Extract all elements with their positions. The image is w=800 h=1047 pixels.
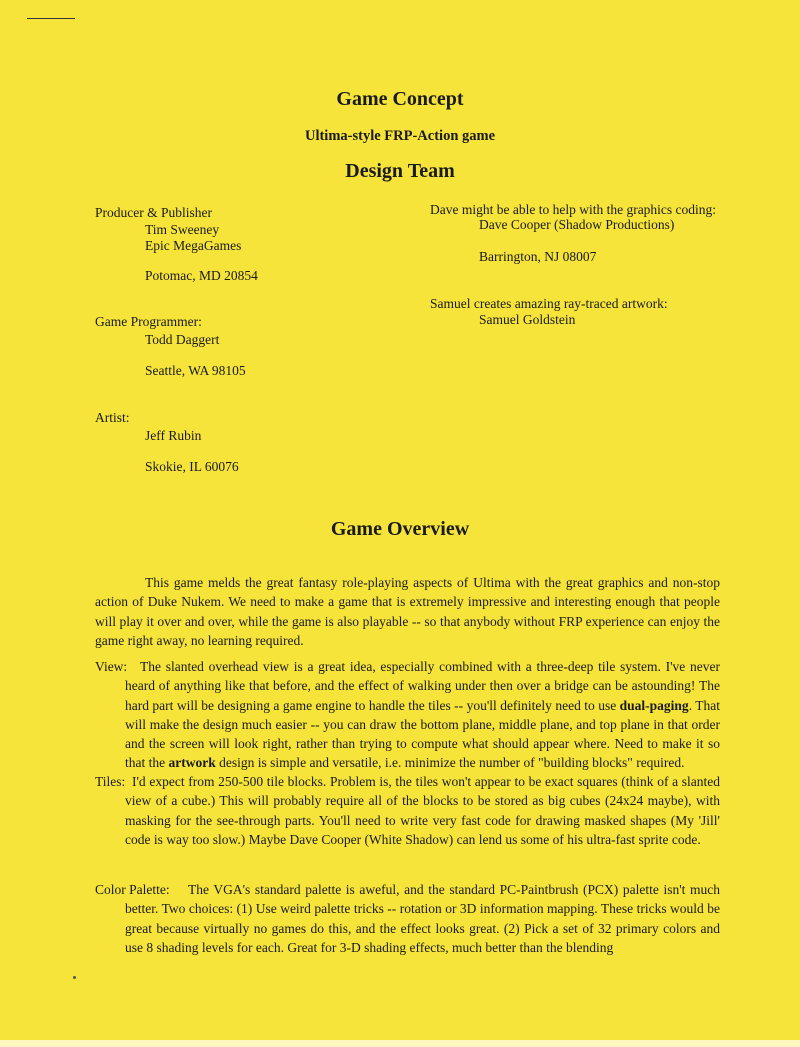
samuel-note: Samuel creates amazing ray-traced artwork:: [430, 296, 668, 311]
view-paragraph: [125, 657, 720, 773]
samuel-name: Samuel Goldstein: [479, 312, 576, 327]
palette-paragraph: The VGA's standard palette is aweful, and the standard PC-Paintbrush (PCX) palette isn't much better. Two choices: (1) Use weird palette tricks -- rotation or 3D information mapping. These tricks would be great because virtually no games do this, and the effect looks great. (2) Pick a set of 32 primary colors and use 8 shading levels for each. Great for 3-D shading effects, much better than the blending: [125, 882, 720, 955]
dave-note: Dave might be able to help with the graphics coding:: [430, 202, 717, 217]
programmer-name: Todd Daggert: [145, 332, 220, 347]
artist-name: Jeff Rubin: [145, 428, 202, 443]
tiles-label: Tiles:: [95, 774, 126, 789]
programmer-address: Seattle, WA 98105: [145, 363, 246, 378]
view-text-1: The slanted overhead view is a great idea, especially combined with a three-deep tile system. I've never heard of anything like that before, and the effect of walking under then over a bridge can be astounding! The hard part will be designing a game engine to handle the tiles -- you'll definitely need to use: [125, 659, 720, 713]
artist-role: Artist:: [95, 410, 130, 425]
dave-name: Dave Cooper (Shadow Productions): [479, 217, 675, 232]
view-text-2: . That will make the design much easier -- you can draw the bottom plane, middle plane, and top plane in that order and the screen will look right, rather than trying to compute what should appear where. Need to make it so that the: [125, 697, 720, 771]
page-subtitle: Ultima-style FRP-Action game: [304, 128, 496, 144]
dave-address: Barrington, NJ 08007: [479, 249, 597, 264]
palette-label: Color Palette:: [95, 882, 170, 897]
producer-name: Tim Sweeney: [145, 222, 220, 237]
pen-mark: [27, 18, 75, 19]
view-text-3: design is simple and versatile, i.e. minimize the number of "building blocks" required.: [215, 755, 685, 771]
overview-intro: This game melds the great fantasy role-playing aspects of Ultima with the great graphics and non-stop action of Duke Nukem. We need to make a game that is extremely impressive and interesting enough that people will play it over and over, while the game is also playable -- so that anybody without FRP experience can enjoy the game right away, no learning required.: [95, 575, 720, 648]
view-label: View:: [95, 659, 128, 674]
design-team-heading: Design Team: [345, 160, 455, 182]
programmer-role: Game Programmer:: [95, 314, 202, 329]
paper-edge: [0, 1040, 800, 1047]
view-bold-dual-paging: dual-paging: [619, 697, 689, 713]
stray-dot: [73, 976, 76, 979]
producer-address: Potomac, MD 20854: [145, 268, 258, 283]
page-title: Game Concept: [336, 88, 464, 110]
producer-company: Epic MegaGames: [145, 238, 242, 253]
producer-role: Producer & Publisher: [95, 205, 212, 220]
tiles-paragraph: I'd expect from 250-500 tile blocks. Problem is, the tiles won't appear to be exact squares (think of a slanted view of a cube.) This will probably require all of the blocks to be stored as big cubes (24x24 maybe), with masking for the see-through parts. You'll need to write very fast code for drawing masked shapes (My 'Jill' code is way too slow.) Maybe Dave Cooper (White Shadow) can lend us some of his ultra-fast sprite code.: [125, 774, 720, 847]
artist-address: Skokie, IL 60076: [145, 459, 239, 474]
view-bold-artwork: artwork: [168, 755, 216, 771]
overview-heading: Game Overview: [330, 518, 470, 540]
